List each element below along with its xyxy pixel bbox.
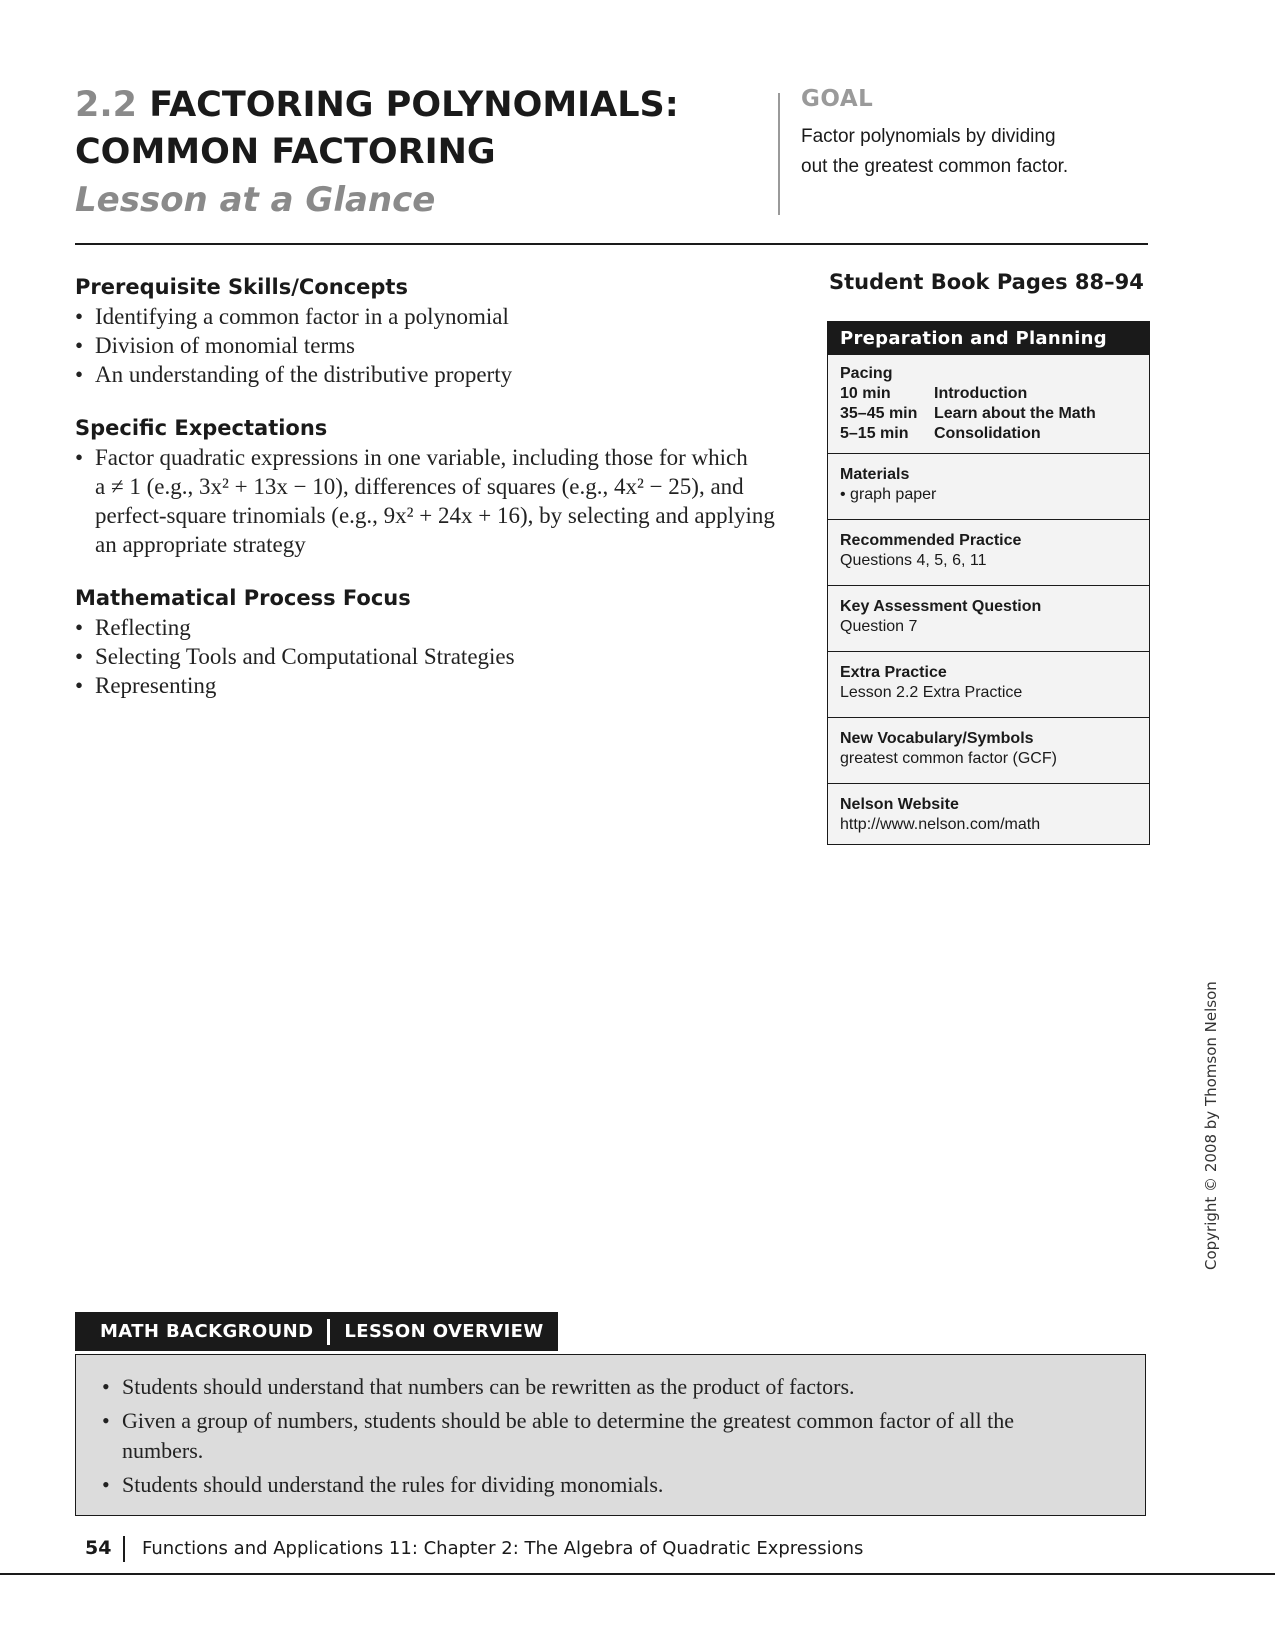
student-book-pages: Student Book Pages 88–94	[829, 270, 1144, 294]
lesson-title-block	[75, 82, 755, 224]
pacing-activity: Learn about the Math	[934, 405, 1096, 422]
preparation-planning-header: Preparation and Planning	[828, 322, 1149, 355]
process-focus-heading: Mathematical Process Focus	[75, 586, 411, 610]
expectations-heading: Specific Expectations	[75, 416, 328, 440]
pacing-activity: Introduction	[934, 385, 1028, 402]
recommended-practice-section	[828, 519, 1149, 585]
list-item	[75, 443, 795, 559]
key-assessment-label: Key Assessment Question	[840, 598, 1042, 615]
pacing-time: 10 min	[840, 385, 891, 402]
prerequisites-heading: Prerequisite Skills/Concepts	[75, 275, 408, 299]
footer-separator	[123, 1536, 125, 1562]
pacing-time: 35–45 min	[840, 405, 918, 422]
pacing-row	[840, 384, 1137, 404]
goal-line1: Factor polynomials by dividing	[801, 126, 1056, 147]
expectation-line: an appropriate strategy	[95, 532, 306, 557]
left-column	[75, 272, 795, 724]
website-section	[828, 783, 1149, 844]
key-assessment-value: Question 7	[840, 618, 918, 635]
extra-practice-value: Lesson 2.2 Extra Practice	[840, 684, 1023, 701]
math-background-box	[75, 1354, 1146, 1516]
list-item: • Students should understand that numbers can be rewritten as the product of factors.	[102, 1372, 1115, 1402]
pacing-section	[828, 355, 1149, 453]
list-item: • Identifying a common factor in a polynomial	[75, 302, 795, 331]
pacing-time: 5–15 min	[840, 425, 909, 442]
lesson-subtitle: Lesson at a Glance	[75, 180, 436, 220]
vocabulary-value: greatest common factor (GCF)	[840, 750, 1057, 767]
copyright-notice: Copyright © 2008 by Thomson Nelson	[1202, 981, 1220, 1270]
goal-divider	[778, 93, 780, 215]
extra-practice-section	[828, 651, 1149, 717]
expectation-line: perfect-square trinomials (e.g., 9x² + 24x + 16), by selecting and applying	[95, 503, 775, 528]
footer-title: Functions and Applications 11: Chapter 2: The Algebra of Quadratic Expressions	[142, 1538, 864, 1559]
goal-heading: GOAL	[801, 86, 874, 112]
list-item	[102, 1406, 1115, 1466]
lesson-number: 2.2	[75, 85, 138, 125]
recommended-practice-label: Recommended Practice	[840, 532, 1022, 549]
key-assessment-section	[828, 585, 1149, 651]
list-item: • Division of monomial terms	[75, 331, 795, 360]
extra-practice-label: Extra Practice	[840, 664, 947, 681]
lesson-title-text1: FACTORING POLYNOMIALS:	[149, 85, 679, 125]
lesson-title-line1	[75, 82, 755, 129]
pacing-row	[840, 404, 1137, 424]
pacing-label: Pacing	[840, 365, 893, 382]
materials-section	[828, 453, 1149, 519]
materials-value: • graph paper	[840, 486, 937, 503]
tab-separator	[327, 1319, 330, 1345]
list-item: • Reflecting	[75, 613, 795, 642]
expectations-section	[75, 413, 795, 559]
tab-math-background: MATH BACKGROUND	[100, 1321, 314, 1342]
recommended-practice-value: Questions 4, 5, 6, 11	[840, 552, 987, 569]
vocabulary-label: New Vocabulary/Symbols	[840, 730, 1034, 747]
website-link[interactable]: http://www.nelson.com/math	[840, 816, 1041, 833]
math-background-list	[102, 1372, 1115, 1500]
preparation-planning-box	[827, 321, 1150, 845]
header-rule	[75, 243, 1148, 245]
process-focus-list	[75, 613, 795, 700]
prerequisites-section	[75, 272, 795, 389]
process-focus-section	[75, 583, 795, 700]
math-background-tabs	[75, 1312, 558, 1351]
vocabulary-section	[828, 717, 1149, 783]
materials-label: Materials	[840, 466, 910, 483]
pacing-row	[840, 424, 1137, 444]
lesson-title-line2: COMMON FACTORING	[75, 132, 496, 172]
list-item: • Students should understand the rules for dividing monomials.	[102, 1470, 1115, 1500]
page-number: 54	[85, 1537, 112, 1559]
list-item-line: numbers.	[122, 1438, 204, 1463]
expectation-line: • Factor quadratic expressions in one variable, including those for which	[95, 445, 748, 470]
website-label: Nelson Website	[840, 796, 959, 813]
list-item-line: • Given a group of numbers, students should be able to determine the greatest common factor of all the	[122, 1408, 1014, 1433]
expectation-line: a ≠ 1 (e.g., 3x² + 13x − 10), differences of squares (e.g., 4x² − 25), and	[95, 474, 744, 499]
list-item: • An understanding of the distributive property	[75, 360, 795, 389]
pacing-activity: Consolidation	[934, 425, 1041, 442]
expectations-list	[75, 443, 795, 559]
list-item: • Representing	[75, 671, 795, 700]
list-item: • Selecting Tools and Computational Strategies	[75, 642, 795, 671]
footer-rule	[0, 1573, 1275, 1575]
prerequisites-list	[75, 302, 795, 389]
goal-block	[801, 86, 1131, 182]
goal-line2: out the greatest common factor.	[801, 156, 1069, 177]
tab-lesson-overview: LESSON OVERVIEW	[344, 1321, 544, 1342]
